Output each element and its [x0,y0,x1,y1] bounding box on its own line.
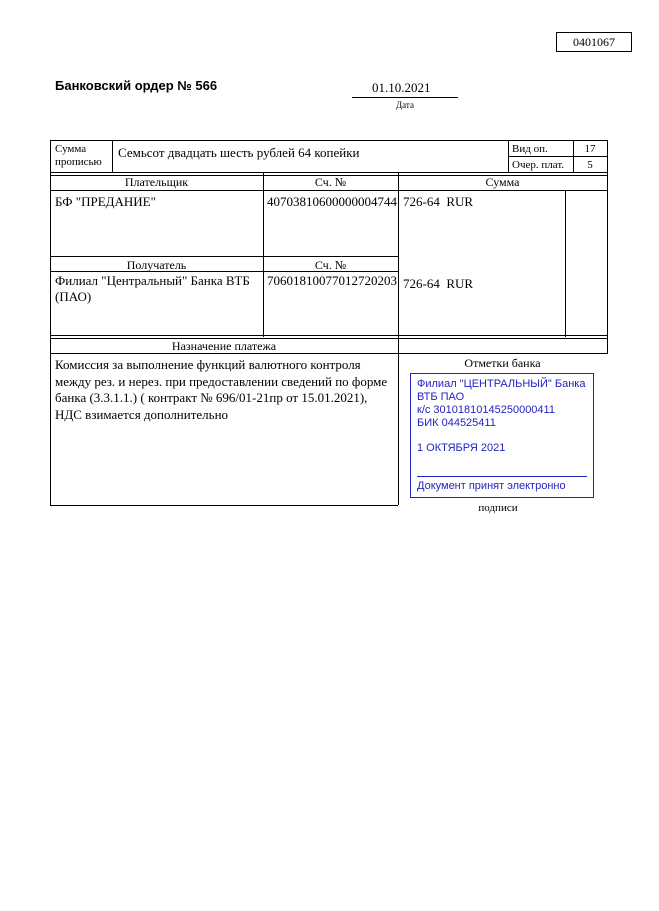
stamp-date: 1 ОКТЯБРЯ 2021 [417,442,506,454]
payer-column-header: Плательщик [124,175,189,189]
bank-marks-header: Отметки банка [464,356,541,370]
payer-name: БФ "ПРЕДАНИЕ" [55,194,156,209]
receiver-name: Филиал "Центральный" Банка ВТБ (ПАО) [55,273,254,304]
sum-column-header: Сумма [485,175,520,189]
payment-order-value: 5 [587,159,593,171]
payment-order-label: Очер. плат. [512,159,565,171]
receiver-account: 70601810077012720203 [267,273,397,288]
payer-account-header: Сч. № [314,175,347,189]
date-underline [352,97,458,98]
purpose-header: Назначение платежа [171,339,277,353]
receiver-column-header: Получатель [126,258,187,272]
stamp-corr-account: к/с 30101810145250000411 [417,404,555,416]
line-purpose-bottom [50,353,608,354]
signatures-label: подписи [478,502,518,514]
sum-words-value: Семьсот двадцать шесть рублей 64 копейки [118,145,360,160]
payer-account: 40703810600000004744 [267,194,397,209]
stamp-footer: Документ принят электронно [417,476,587,493]
form-code: 0401067 [573,35,615,49]
stamp-bank-name: Филиал "ЦЕНТРАЛЬНЫЙ" Банка ВТБ ПАО [417,378,586,403]
document-date: 01.10.2021 [372,80,431,95]
date-label: Дата [396,100,414,110]
divider-sum-words-label [112,140,113,173]
line-header-bottom [50,190,608,191]
op-type-value: 17 [584,143,596,155]
stamp-bik: БИК 044525411 [417,417,496,429]
receiver-sum: 726-64 RUR [403,276,474,291]
border-left [50,140,51,505]
payer-sum: 726-64 RUR [403,194,474,209]
line-bottom-left [50,505,398,506]
divider-sum-subcolumn [565,190,566,337]
line-receiver-top [50,256,398,257]
document-title: Банковский ордер № 566 [55,78,218,93]
op-type-label: Вид оп. [512,143,548,155]
sum-words-label: Сумма прописью [55,143,102,168]
purpose-text: Комиссия за выполнение функций валютного контроля между рез. и нерез. при предоставлении сведений по форме банка (3.3.1.1.) ( контракт № 696/01-21пр от 15.01.2021), НДС взимается дополнительно [55,357,391,422]
form-code-box [556,32,632,52]
bank-stamp [410,373,594,498]
divider-op-rows [508,156,608,157]
border-top [50,140,608,141]
divider-name-account [263,172,264,337]
receiver-account-header: Сч. № [314,258,347,272]
